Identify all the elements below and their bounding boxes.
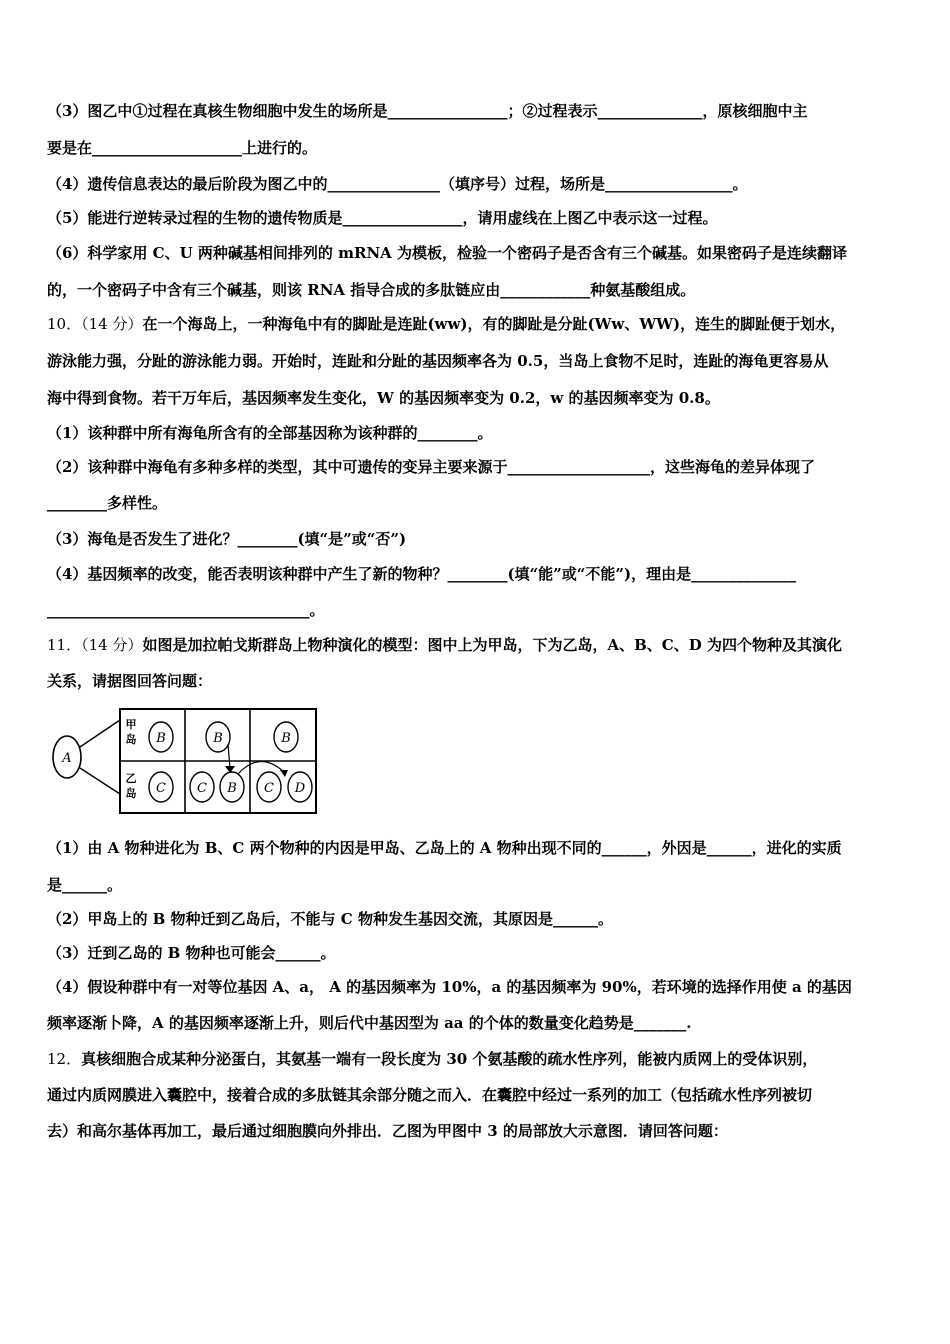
q12-stem-line2: 通过内质网膜进入囊腔中，接着合成的多肽链其余部分随之而入．在囊腔中经过一系列的加工（包括疏水性序列被切 bbox=[47, 1086, 813, 1104]
q10-stem-line2: 游泳能力强，分趾的游泳能力弱。开始时，连趾和分趾的基因频率各为 0.5，当岛上食物不足时，连趾的海龟更容易从 bbox=[47, 352, 829, 370]
q10-part2-line2: ________多样性。 bbox=[47, 494, 168, 512]
bottom-island-label-1: 乙 bbox=[125, 772, 137, 785]
migration-arrow-shaft bbox=[228, 744, 230, 768]
q9-part3-line1: （3）图乙中①过程在真核生物细胞中发生的场所是________________；②过程表示______________，原核细胞中主 bbox=[47, 102, 808, 120]
q10-part2-line1: （2）该种群中海龟有多种多样的类型，其中可遗传的变异主要来源于___________________，这些海龟的差异体现了 bbox=[47, 458, 815, 476]
top-row-species-1: B bbox=[156, 731, 166, 746]
q9-part6-line2: 的，一个密码子中含有三个碱基，则该 RNA 指导合成的多肽链应由____________种氨基酸组成。 bbox=[47, 281, 696, 299]
divergence-arc-arrow bbox=[238, 761, 284, 774]
species-evolution-diagram bbox=[48, 706, 323, 818]
q12-stem-line1 bbox=[47, 1049, 907, 1069]
q11-stem-text: 如图是加拉帕戈斯群岛上物种演化的模型：图中上为甲岛，下为乙岛，A、B、C、D 为四个物种及其演化 bbox=[142, 636, 842, 654]
q10-stem-line3: 海中得到食物。若干万年后，基因频率发生变化，W 的基因频率变为 0.2，w 的基因频率变为 0.8。 bbox=[47, 389, 720, 407]
bottom-row-species-1: C bbox=[156, 781, 166, 796]
q9-part4: （4）遗传信息表达的最后阶段为图乙中的_______________（填序号）过程，场所是_________________。 bbox=[47, 175, 748, 193]
bottom-row-species-3: B bbox=[227, 781, 237, 796]
top-island-label-1: 甲 bbox=[125, 718, 137, 731]
q9-part6-line1: （6）科学家用 C、U 两种碱基相间排列的 mRNA 为模板，检验一个密码子是否含有三个碱基。如果密码子是连续翻译 bbox=[47, 244, 848, 262]
q12-number: 12． bbox=[47, 1050, 82, 1068]
q11-part2: （2）甲岛上的 B 物种迁到乙岛后，不能与 C 物种发生基因交流，其原因是______。 bbox=[47, 910, 613, 928]
q11-part1-line1: （1）由 A 物种进化为 B、C 两个物种的内因是甲岛、乙岛上的 A 物种出现不同的______，外因是______，进化的实质 bbox=[47, 839, 842, 857]
q11-stem-line1 bbox=[47, 635, 907, 655]
branch-to-top-island bbox=[80, 720, 120, 747]
top-row-species-3: B bbox=[281, 731, 291, 746]
q10-part1: （1）该种群中所有海龟所含有的全部基因称为该种群的________。 bbox=[47, 424, 493, 442]
q11-number: 11．（14 分） bbox=[47, 636, 143, 654]
q10-number: 10．（14 分） bbox=[47, 315, 143, 333]
q11-stem-line2: 关系，请据图回答问题： bbox=[47, 672, 213, 690]
top-island-label-2: 岛 bbox=[125, 733, 137, 746]
q9-part5: （5）能进行逆转录过程的生物的遗传物质是________________，请用虚线在上图乙中表示这一过程。 bbox=[47, 209, 718, 227]
top-row-species-2: B bbox=[213, 731, 223, 746]
q10-stem-text: 在一个海岛上，一种海龟中有的脚趾是连趾(ww)，有的脚趾是分趾(Ww、WW)，连生的脚趾便于划水， bbox=[142, 315, 846, 333]
q10-part4-line2: ___________________________________。 bbox=[47, 601, 325, 619]
bottom-island-label-2: 岛 bbox=[125, 787, 137, 800]
bottom-row-species-4: C bbox=[264, 781, 274, 796]
branch-to-bottom-island bbox=[80, 768, 120, 794]
q12-stem-text: 真核细胞合成某种分泌蛋白，其氨基一端有一段长度为 30 个氨基酸的疏水性序列，能被内质网上的受体识别， bbox=[81, 1050, 818, 1068]
bottom-row-species-5: D bbox=[294, 781, 306, 796]
q11-part4-line1: （4）假设种群中有一对等位基因 A、a， A 的基因频率为 10%，a 的基因频率为 90%，若环境的选择作用使 a 的基因 bbox=[47, 978, 852, 996]
divergence-arc-arrow-head bbox=[280, 770, 288, 777]
q9-part3-line2: 要是在____________________上进行的。 bbox=[47, 139, 318, 157]
bottom-row-species-2: C bbox=[197, 781, 207, 796]
q10-part3: （3）海龟是否发生了进化？________(填“是”或“否”) bbox=[47, 530, 407, 548]
species-a-label: A bbox=[62, 751, 72, 766]
q10-part4-line1: （4）基因频率的改变，能否表明该种群中产生了新的物种？________(填“能”或“不能”)，理由是______________ bbox=[47, 565, 797, 583]
q11-part3: （3）迁到乙岛的 B 物种也可能会______。 bbox=[47, 944, 336, 962]
q11-part4-line2: 频率逐渐卜降，A 的基因频率逐渐上升，则后代中基因型为 aa 的个体的数量变化趋势是_______. bbox=[47, 1014, 692, 1032]
q10-stem-line1 bbox=[47, 314, 907, 334]
q11-part1-line2: 是______。 bbox=[47, 876, 123, 894]
q12-stem-line3: 去）和高尔基体再加工，最后通过细胞膜向外排出．乙图为甲图中 3 的局部放大示意图．请回答问题： bbox=[47, 1122, 728, 1140]
